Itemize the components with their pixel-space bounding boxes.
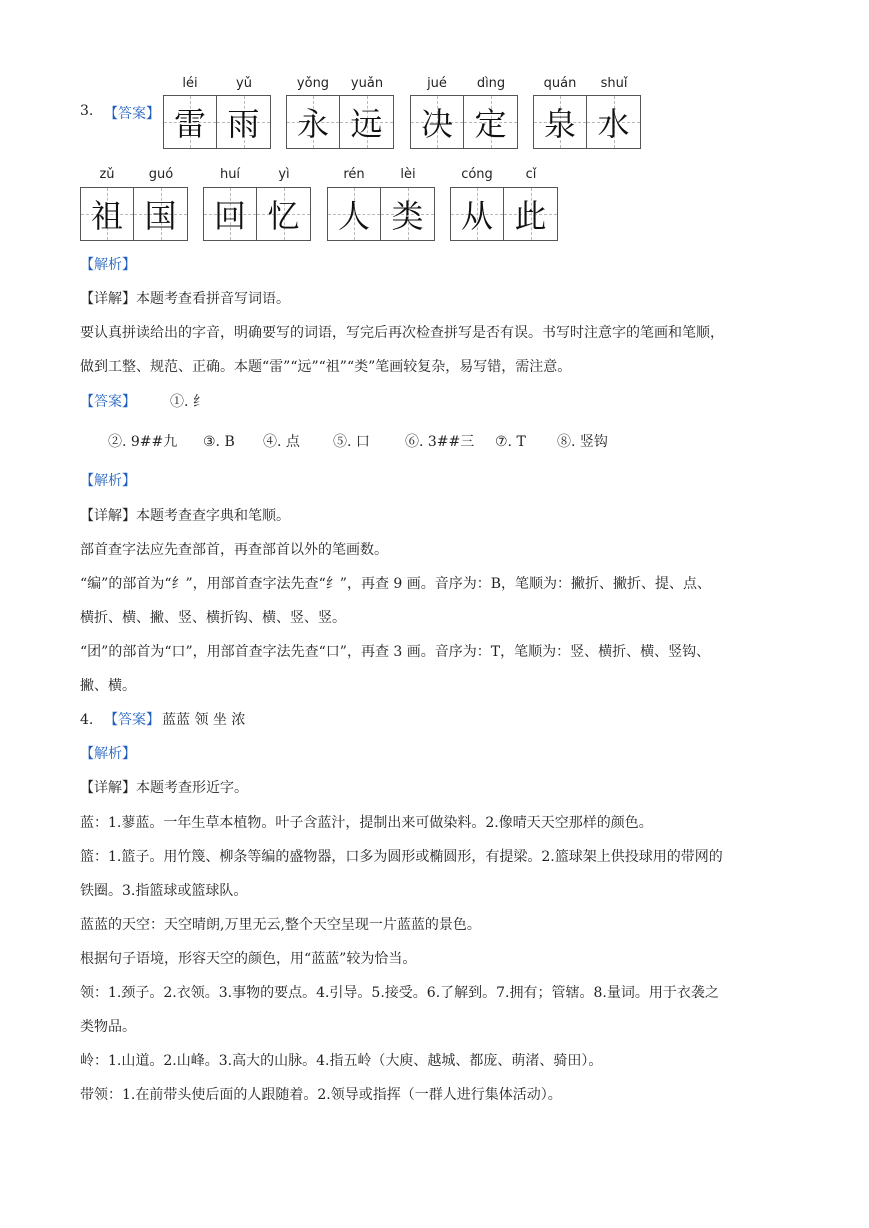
pinyin-label: zǔ [99,167,115,182]
pinyin-label: dìng [476,76,506,91]
word-grid [533,95,641,149]
answer-first: ①. 纟 [170,394,207,410]
paragraph: 篮：1.篮子。用竹篾、柳条等编的盛物器，口多为圆形或椭圆形，有提梁。2.篮球架上供投球用的带网的 [80,849,723,865]
paragraph: 要认真拼读给出的字音，明确要写的词语，写完后再次检查拼写是否有误。书写时注意字的笔画和笔顺， [80,325,724,341]
answer-tag: 【答案】 [80,394,136,410]
character-cell [464,95,518,149]
answer-option: ③. B [203,434,235,450]
detail-heading: 【详解】本题考查看拼音写词语。 [80,291,290,307]
character: 雷 [173,105,206,143]
pinyin-label: rén [343,167,365,182]
pinyin-label: yǒng [296,76,330,91]
analysis-tag: 【解析】 [80,473,136,489]
word-grid [286,95,394,149]
answer-option: ④. 点 [263,434,300,450]
pinyin-label: léi [182,76,198,91]
detail-heading: 【详解】本题考查形近字。 [80,780,248,796]
word-grid [450,187,558,241]
character: 类 [391,197,424,235]
word-grid [80,187,188,241]
character-cell [450,187,504,241]
paragraph: 蓝蓝的天空：天空晴朗,万里无云,整个天空呈现一片蓝蓝的景色。 [80,917,481,933]
character: 定 [474,105,507,143]
answer-text: 蓝蓝 领 坐 浓 [162,712,246,728]
character: 忆 [267,197,300,235]
character-cell [134,187,188,241]
word-grid [410,95,518,149]
character-cell [327,187,381,241]
paragraph: 横折、横、撇、竖、横折钩、横、竖、竖。 [80,610,346,626]
paragraph: 类物品。 [80,1019,136,1035]
character: 决 [420,105,453,143]
paragraph: 带领：1.在前带头使后面的人跟随着。2.领导或指挥（一群人进行集体活动）。 [80,1087,562,1103]
word-grid [327,187,435,241]
question-number-4: 4. [80,712,94,728]
pinyin-label: yǔ [236,76,252,91]
character: 此 [514,197,547,235]
question-number-3: 3. [80,103,94,119]
character-cell [381,187,435,241]
pinyin-label: yuǎn [350,76,384,91]
answer-option: ⑥. 3##三 [405,434,475,450]
character-cell [80,187,134,241]
paragraph: 做到工整、规范、正确。本题“雷”“远”“祖”“类”笔画较复杂，易写错，需注意。 [80,359,572,375]
pinyin-label: yì [278,167,290,182]
answer-tag: 【答案】 [104,106,160,122]
answer-option: ②. 9##九 [108,434,178,450]
paragraph: 部首查字法应先查部首，再查部首以外的笔画数。 [80,542,388,558]
paragraph: 领：1.颈子。2.衣领。3.事物的要点。4.引导。5.接受。6.了解到。7.拥有；管辖。8.量词。用于衣袭之 [80,985,719,1001]
character: 祖 [90,197,123,235]
character: 人 [337,197,370,235]
answer-options [108,432,608,452]
pinyin-label: guó [148,167,174,182]
character-cell [286,95,340,149]
character: 泉 [543,105,576,143]
pinyin-label: shuǐ [600,76,628,91]
answer-option: ⑦. T [495,434,526,450]
character: 回 [213,197,246,235]
pinyin-label: quán [543,76,577,91]
paragraph: 岭：1.山道。2.山峰。3.高大的山脉。4.指五岭（大庾、越城、都庞、萌渚、骑田）。 [80,1053,603,1069]
character: 水 [597,105,630,143]
word-grid [163,95,271,149]
character-cell [257,187,311,241]
character: 雨 [227,105,260,143]
paragraph: 蓝：1.蓼蓝。一年生草本植物。叶子含蓝汁，提制出来可做染料。2.像晴天天空那样的颜色。 [80,815,653,831]
character-cell [217,95,271,149]
character-cell [504,187,558,241]
pinyin-label: cóng [461,167,493,182]
character: 从 [460,197,493,235]
answer-option: ⑧. 竖钩 [557,434,608,450]
character-cell [340,95,394,149]
character: 永 [296,105,329,143]
pinyin-label: jué [427,76,447,91]
character-cell [533,95,587,149]
detail-heading: 【详解】本题考查查字典和笔顺。 [80,508,290,524]
character: 远 [350,105,383,143]
paragraph: “编”的部首为“纟”，用部首查字法先查“纟”，再查 9 画。音序为：B，笔顺为：撇折、撇折、提、点、 [80,576,712,592]
pinyin-label: huí [219,167,241,182]
answer-option: ⑤. 口 [333,434,370,450]
character-cell [203,187,257,241]
paragraph: “团”的部首为“口”，用部首查字法先查“口”，再查 3 画。音序为：T，笔顺为：竖、横折、横、竖钩、 [80,644,711,660]
character-cell [587,95,641,149]
answer-tag: 【答案】 [104,712,160,728]
word-grid [203,187,311,241]
analysis-tag: 【解析】 [80,746,136,762]
paragraph: 撇、横。 [80,678,136,694]
pinyin-label: cǐ [525,167,537,182]
paragraph: 根据句子语境，形容天空的颜色，用“蓝蓝”较为恰当。 [80,951,417,967]
character-cell [163,95,217,149]
character: 国 [144,197,177,235]
analysis-tag: 【解析】 [80,257,136,273]
character-cell [410,95,464,149]
pinyin-label: lèi [400,167,416,182]
paragraph: 铁圈。3.指篮球或篮球队。 [80,883,248,899]
